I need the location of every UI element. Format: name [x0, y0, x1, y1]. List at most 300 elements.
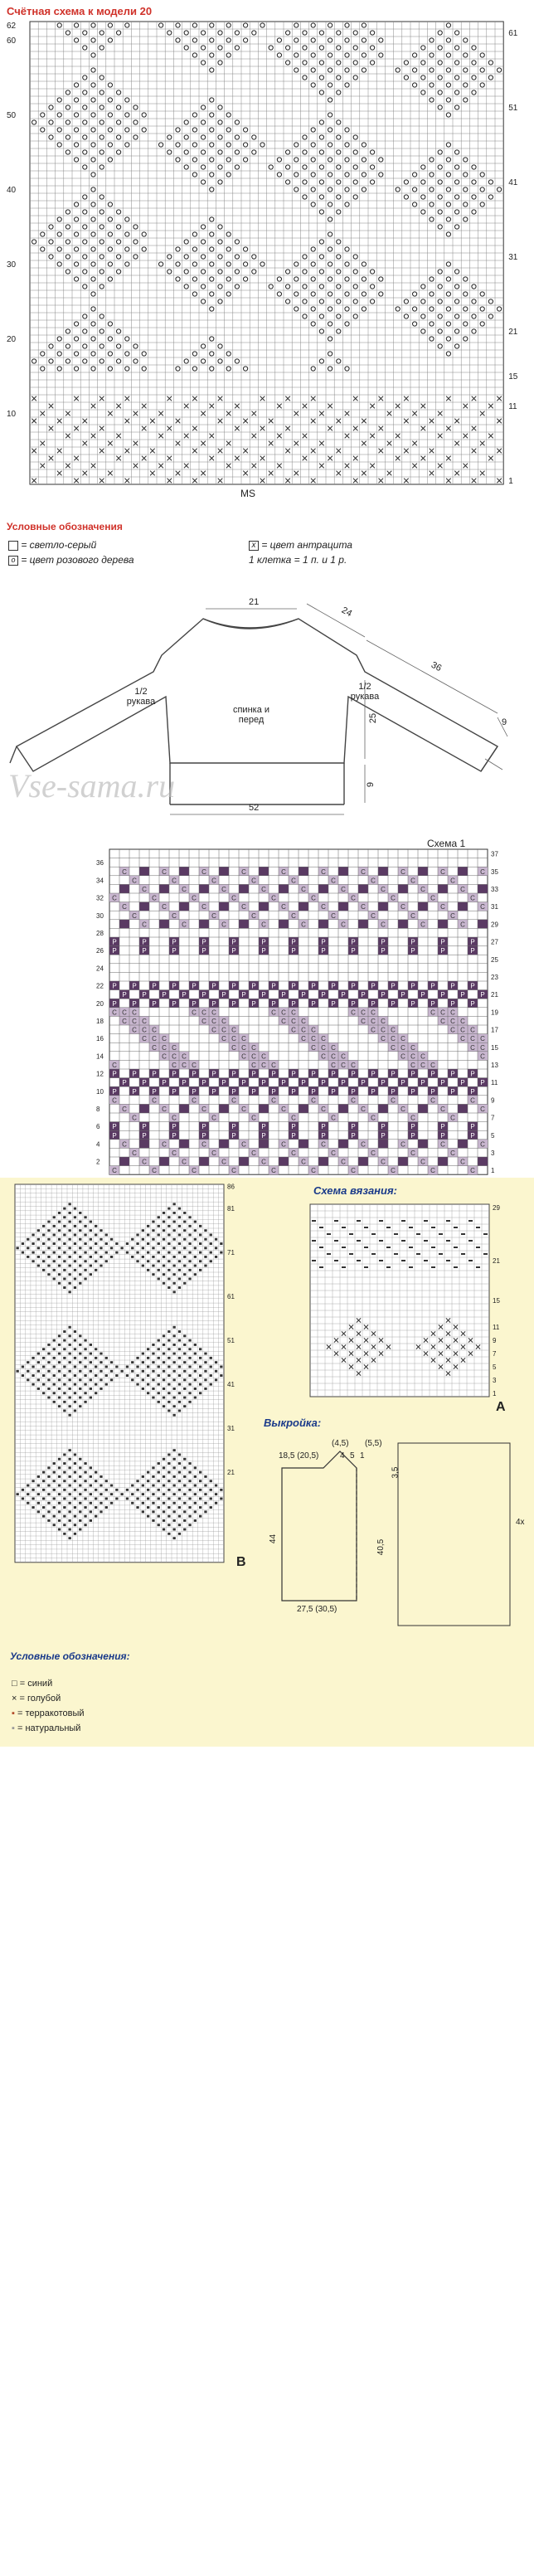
chart2-cell-symbol: C	[112, 1096, 117, 1105]
chart3-dot-mark	[131, 1256, 134, 1258]
chart3-dot-mark	[173, 1247, 176, 1249]
chart2-cell-symbol: P	[261, 1131, 266, 1140]
chart4-dash-mark	[439, 1233, 443, 1235]
chart3-dot-mark	[163, 1282, 165, 1285]
chart2-cell-symbol: C	[361, 1018, 366, 1025]
chart2-colored-cell	[159, 920, 169, 929]
chart2-cell-symbol: P	[440, 1131, 445, 1140]
chart2-cell-symbol: C	[112, 1167, 117, 1175]
chart3-dot-mark	[74, 1533, 76, 1535]
chart3-dot-mark	[163, 1370, 165, 1373]
chart2-colored-cell	[199, 920, 209, 929]
chart3-dot-mark	[178, 1225, 181, 1227]
chart3-dot-mark	[58, 1361, 61, 1363]
chart2-cell-symbol: C	[301, 1035, 306, 1043]
chart2-cell-symbol: C	[410, 1149, 415, 1157]
chart2-cell-symbol: C	[440, 903, 445, 911]
chart2-cell-symbol: C	[182, 1062, 187, 1069]
chart3-dot-mark	[183, 1502, 186, 1504]
chart2-right-row-label: 7	[491, 1114, 495, 1122]
chart2-cell-symbol: C	[211, 1018, 216, 1025]
chart2-cell-symbol: C	[420, 1052, 425, 1061]
chart3-dot-mark	[210, 1366, 212, 1368]
chart3-dot-mark	[69, 1221, 71, 1223]
chart3-dot-mark	[37, 1378, 40, 1381]
vykroika-measure-5: (4,5)	[332, 1439, 349, 1448]
chart4-dash-mark	[379, 1220, 383, 1222]
chart3-dot-mark	[167, 1216, 170, 1218]
legend1-title: Условные обозначения	[7, 521, 123, 532]
chart2-left-row-label: 22	[96, 982, 104, 990]
chart2-cell-symbol: C	[321, 1140, 326, 1149]
chart2-cell-symbol: C	[211, 1026, 216, 1034]
chart3-dot-mark	[194, 1475, 197, 1478]
chart3-dot-mark	[188, 1498, 191, 1500]
chart3-dot-mark	[152, 1238, 154, 1241]
chart2-cell-symbol: C	[291, 911, 296, 920]
chart3-dot-mark	[84, 1260, 86, 1262]
chart3-right-row-label: 51	[227, 1336, 235, 1344]
chart2-cell-symbol: C	[321, 1035, 326, 1043]
chart3-dot-mark	[142, 1247, 144, 1249]
chart2-colored-cell	[338, 902, 348, 911]
chart3-dot-mark	[53, 1401, 56, 1403]
chart2-cell-symbol: C	[251, 1043, 256, 1052]
chart3-dot-mark	[210, 1498, 212, 1500]
chart2-cell-symbol: P	[291, 1070, 296, 1078]
chart2-cell-symbol: P	[291, 947, 296, 955]
chart3-dot-mark	[79, 1344, 81, 1346]
chart2-cell-symbol: P	[172, 999, 177, 1008]
chart2-cell-symbol: C	[241, 1106, 246, 1113]
chart3-dot-mark	[152, 1361, 154, 1363]
chart2-cell-symbol: C	[211, 1009, 216, 1017]
chart3-dot-mark	[74, 1524, 76, 1526]
chart2-cell-symbol: P	[291, 1087, 296, 1096]
chart3-dot-mark	[53, 1366, 56, 1368]
chart2-cell-symbol: P	[172, 938, 177, 946]
chart2-right-row-label: 15	[491, 1043, 498, 1052]
chart3-dot-mark	[47, 1475, 50, 1478]
vykroika-measure-6: (5,5)	[365, 1439, 382, 1448]
chart3-dot-mark	[79, 1458, 81, 1461]
chart2-cell-symbol: P	[271, 999, 276, 1008]
chart2-left-row-label: 12	[96, 1070, 104, 1078]
chart3-dot-mark	[90, 1466, 92, 1469]
chart3-dot-mark	[167, 1208, 170, 1210]
chart3-dot-mark	[121, 1370, 124, 1373]
chart3-dot-mark	[173, 1519, 176, 1522]
chart3-dot-mark	[79, 1256, 81, 1258]
chart1-title: Счётная схема к модели 20	[7, 5, 153, 17]
chart2-cell-symbol: C	[291, 1018, 296, 1025]
chart3-dot-mark	[74, 1489, 76, 1491]
chart3-dot-mark	[210, 1506, 212, 1509]
chart3-dot-mark	[95, 1225, 97, 1227]
legend2-item-3	[12, 1723, 80, 1733]
chart4-dash-mark	[439, 1253, 443, 1255]
watermark: Vse-sama.ru	[8, 767, 176, 804]
chart3-dot-mark	[158, 1225, 160, 1227]
chart3-dot-mark	[215, 1361, 217, 1363]
chart4-dash-mark	[401, 1220, 405, 1222]
chart2-colored-cell	[458, 902, 468, 911]
chart3-dot-mark	[42, 1515, 45, 1518]
chart2-colored-cell	[478, 1157, 488, 1166]
chart3-dot-mark	[142, 1353, 144, 1355]
chart2-left-row-label: 2	[96, 1158, 100, 1166]
chart3-dot-mark	[110, 1238, 113, 1241]
chart3-dot-mark	[194, 1378, 197, 1381]
chart3-dot-mark	[84, 1374, 86, 1377]
chart3-dot-mark	[183, 1397, 186, 1399]
chart3-dot-mark	[152, 1229, 154, 1232]
chart3-dot-mark	[147, 1269, 149, 1271]
chart2-cell-symbol: P	[311, 1087, 316, 1096]
chart3-dot-mark	[63, 1225, 66, 1227]
chart3-dot-mark	[173, 1485, 176, 1487]
chart3-dot-mark	[178, 1252, 181, 1254]
chart3-dot-mark	[167, 1252, 170, 1254]
chart3-dot-mark	[210, 1480, 212, 1482]
chart3-dot-mark	[79, 1493, 81, 1495]
chart2-cell-symbol: C	[281, 1140, 286, 1149]
chart3-dot-mark	[173, 1326, 176, 1329]
chart3-dot-mark	[167, 1278, 170, 1281]
chart2-cell-symbol: P	[410, 1087, 415, 1096]
legend1-item-empty	[8, 539, 96, 551]
empty-square-icon	[8, 541, 18, 551]
chart3-dot-mark	[163, 1529, 165, 1531]
chart3-dot-mark	[210, 1260, 212, 1262]
chart3-dot-mark	[63, 1348, 66, 1350]
chart4-right-row-label: 15	[493, 1297, 500, 1305]
chart3-dot-mark	[204, 1361, 206, 1363]
chart2-colored-cell	[338, 1104, 348, 1113]
chart2-cell-symbol: P	[291, 1123, 296, 1131]
chart2-cell-symbol: C	[281, 868, 286, 876]
chart3-dot-mark	[173, 1458, 176, 1461]
legend1-item-text: = цвет розового дерева	[21, 554, 134, 566]
pattern-measure-25: 25	[368, 712, 379, 724]
chart4-dash-mark	[454, 1227, 458, 1228]
chart2-cell-symbol: P	[480, 1079, 485, 1087]
chart3-dot-mark	[63, 1357, 66, 1359]
chart2-cell-symbol: C	[231, 1035, 236, 1043]
chart3-dot-mark	[95, 1269, 97, 1271]
chart2-cell-symbol: P	[261, 947, 266, 955]
chart3-dot-mark	[147, 1225, 149, 1227]
chart1-right-row-label: 61	[508, 29, 518, 38]
chart3-dot-mark	[163, 1510, 165, 1513]
chart3-dot-mark	[178, 1216, 181, 1218]
chart2-cell-symbol: P	[152, 1070, 157, 1078]
chart3-dot-mark	[63, 1234, 66, 1237]
chart3-dot-mark	[126, 1366, 129, 1368]
chart3-dot-mark	[69, 1229, 71, 1232]
chart2-cell-symbol: C	[480, 1043, 485, 1052]
chart3-dot-mark	[79, 1229, 81, 1232]
legend1-item-text: = светло-серый	[21, 539, 97, 551]
chart3-dot-mark	[42, 1374, 45, 1377]
chart3-dot-mark	[173, 1221, 176, 1223]
chart3-dot-mark	[84, 1392, 86, 1394]
chart2-cell-symbol: P	[172, 1087, 177, 1096]
chart2-colored-cell	[139, 1104, 149, 1113]
chart3-dot-mark	[194, 1353, 197, 1355]
chart3-dot-mark	[183, 1519, 186, 1522]
chart3-dot-mark	[194, 1493, 197, 1495]
chart3-dot-mark	[53, 1480, 56, 1482]
chart3-dot-mark	[42, 1242, 45, 1245]
chart2-colored-cell	[139, 1140, 149, 1149]
chart3-dot-mark	[178, 1506, 181, 1509]
chart3-dot-mark	[167, 1374, 170, 1377]
chart2-cell-symbol: P	[112, 982, 117, 990]
chart2-cell-symbol: P	[351, 1123, 356, 1131]
chart2-cell-symbol: P	[371, 1070, 376, 1078]
legend2-symbol: ▪	[12, 1723, 15, 1733]
chart2-colored-cell	[338, 1140, 348, 1149]
chart3-dot-mark	[37, 1475, 40, 1478]
chart3-dot-mark	[152, 1378, 154, 1381]
chart2-cell-symbol: P	[470, 947, 475, 955]
chart3-dot-mark	[163, 1519, 165, 1522]
chart3-right-row-label: 21	[227, 1468, 235, 1476]
chart2-cell-symbol: P	[440, 1079, 445, 1087]
chart3-dot-mark	[194, 1485, 197, 1487]
chart2-cell-symbol: C	[162, 1035, 167, 1043]
chart3-dot-mark	[90, 1247, 92, 1249]
chart2-section	[0, 829, 534, 1178]
chart3-dot-mark	[152, 1519, 154, 1522]
chart3-dot-mark	[210, 1234, 212, 1237]
chart3-dot-mark	[79, 1282, 81, 1285]
chart2-cell-symbol: C	[251, 1062, 256, 1069]
chart3-dot-mark	[183, 1344, 186, 1346]
chart3-dot-mark	[53, 1225, 56, 1227]
chart2-colored-cell	[418, 902, 428, 911]
chart3-dot-mark	[210, 1242, 212, 1245]
chart2-colored-cell	[239, 1157, 249, 1166]
chart3-dot-mark	[188, 1216, 191, 1218]
chart3-dot-mark	[95, 1357, 97, 1359]
chart3-dot-mark	[215, 1493, 217, 1495]
chart2-cell-symbol: P	[410, 982, 415, 990]
chart3-dot-mark	[69, 1256, 71, 1258]
chart4-dash-mark	[319, 1266, 323, 1268]
chart3-right-row-label: 86	[227, 1183, 235, 1191]
chart2-cell-symbol: P	[351, 938, 356, 946]
chart2-cell-symbol: C	[221, 1026, 226, 1034]
chart3-dot-mark	[173, 1212, 176, 1214]
chart2-cell-symbol: C	[261, 886, 266, 893]
chart3-dot-mark	[115, 1498, 118, 1500]
chart3-dot-mark	[136, 1357, 138, 1359]
chart3-dot-mark	[183, 1247, 186, 1249]
chart3-dot-mark	[183, 1405, 186, 1407]
chart2-cell-symbol: C	[311, 1035, 316, 1043]
chart2-colored-cell	[338, 867, 348, 876]
chart2-cell-symbol: C	[420, 886, 425, 893]
chart3-dot-mark	[194, 1256, 197, 1258]
chart3-dot-mark	[69, 1466, 71, 1469]
chart2-cell-symbol: C	[341, 1052, 346, 1061]
chart2-colored-cell	[159, 884, 169, 893]
chart3-dot-mark	[58, 1247, 61, 1249]
chart3-dot-mark	[173, 1378, 176, 1381]
chart4-dash-mark	[476, 1266, 480, 1268]
chart2-cell-symbol: C	[132, 1009, 137, 1017]
chart3-dot-mark	[47, 1466, 50, 1469]
chart2-cell-symbol: P	[172, 1131, 177, 1140]
chart2-cell-symbol: P	[112, 938, 117, 946]
chart4-dash-mark	[364, 1247, 368, 1248]
chart3-dot-mark	[199, 1515, 201, 1518]
chart2-cell-symbol: C	[241, 903, 246, 911]
chart3-dot-mark	[105, 1498, 108, 1500]
chart3-dot-mark	[53, 1515, 56, 1518]
chart3-dot-mark	[167, 1392, 170, 1394]
chart3-dot-mark	[188, 1234, 191, 1237]
chart3-dot-mark	[63, 1471, 66, 1474]
chart2-colored-cell	[219, 902, 229, 911]
chart4-dash-mark	[371, 1253, 376, 1255]
chart3-dot-mark	[178, 1260, 181, 1262]
chart3-dot-mark	[90, 1361, 92, 1363]
chart2-cell-symbol: C	[261, 1052, 266, 1061]
chart1-left-row-label: 60	[7, 36, 17, 46]
chart4-dash-mark	[454, 1247, 458, 1248]
chart4-dash-mark	[468, 1220, 473, 1222]
chart3-dot-mark	[37, 1485, 40, 1487]
chart2-left-row-label: 14	[96, 1052, 104, 1061]
chart3-dot-mark	[37, 1353, 40, 1355]
vykroika-measure-7: 3,5	[391, 1466, 400, 1479]
chart3-dot-mark	[115, 1374, 118, 1377]
chart2-cell-symbol: P	[351, 1087, 356, 1096]
chart2-cell-symbol: C	[341, 1158, 346, 1166]
chart3-dot-mark	[147, 1357, 149, 1359]
chart3-dot-mark	[47, 1353, 50, 1355]
chart2-cell-symbol: C	[271, 1167, 276, 1175]
chart2-cell-symbol: C	[251, 911, 256, 920]
chart3-dot-mark	[167, 1471, 170, 1474]
chart3-dot-mark	[215, 1247, 217, 1249]
chart3-dot-mark	[188, 1515, 191, 1518]
chart3-dot-mark	[47, 1238, 50, 1241]
chart2-cell-symbol: C	[440, 1018, 445, 1025]
chart3-dot-mark	[173, 1510, 176, 1513]
chart3-dot-mark	[126, 1252, 129, 1254]
chart2-cell-symbol: C	[182, 886, 187, 893]
chart3-dot-mark	[204, 1265, 206, 1267]
right-sleeve-label: 1/2 рукава	[350, 682, 380, 702]
chart3-dot-mark	[47, 1502, 50, 1504]
chart2-cell-symbol: P	[251, 1070, 256, 1078]
chart3-dot-mark	[210, 1357, 212, 1359]
chart3-dot-mark	[42, 1506, 45, 1509]
chart2-cell-symbol: C	[480, 903, 485, 911]
chart3-dot-mark	[84, 1357, 86, 1359]
chart2-cell-symbol: P	[361, 991, 366, 999]
chart3-dot-mark	[27, 1493, 29, 1495]
chart3-dot-mark	[69, 1397, 71, 1399]
chart4-grid	[307, 1201, 531, 1408]
chart3-dot-mark	[136, 1480, 138, 1482]
chart3-dot-mark	[53, 1524, 56, 1526]
vykroika-measure-9: 40,5	[376, 1538, 386, 1556]
chart2-cell-symbol: P	[261, 991, 266, 999]
chart2-cell-symbol: P	[381, 938, 386, 946]
chart3-dot-mark	[178, 1330, 181, 1333]
chart3-dot-mark	[178, 1286, 181, 1289]
chart2-colored-cell	[458, 1104, 468, 1113]
chart2-cell-symbol: C	[122, 868, 127, 876]
chart3-dot-mark	[47, 1493, 50, 1495]
chart3-dot-mark	[167, 1498, 170, 1500]
chart4-dash-mark	[357, 1240, 361, 1242]
chart2-cell-symbol: C	[192, 1009, 197, 1017]
chart3-dot-mark	[158, 1524, 160, 1526]
chart2-cell-symbol: C	[271, 894, 276, 902]
chart4-dash-mark	[319, 1227, 323, 1228]
chart3-dot-mark	[105, 1383, 108, 1386]
chart3-dot-mark	[199, 1498, 201, 1500]
chart3-dot-mark	[100, 1493, 102, 1495]
chart2-cell-symbol: C	[430, 1009, 435, 1017]
chart2-cell-symbol: C	[192, 1062, 197, 1069]
chart2-cell-symbol: C	[450, 1009, 455, 1017]
chart3-dot-mark	[58, 1502, 61, 1504]
chart3-dot-mark	[142, 1361, 144, 1363]
chart3-dot-mark	[173, 1238, 176, 1241]
chart2-cell-symbol: C	[430, 1096, 435, 1105]
chart2-cell-symbol: C	[341, 886, 346, 893]
vykroika-measure-2: 4	[340, 1451, 345, 1461]
chart2-cell-symbol: C	[311, 1096, 316, 1105]
chart2-right-row-label: 35	[491, 868, 498, 876]
chart3-dot-mark	[173, 1414, 176, 1417]
chart1-left-row-label: 20	[7, 335, 17, 344]
chart4-dash-mark	[401, 1240, 405, 1242]
chart2-cell-symbol: P	[162, 991, 167, 999]
chart2-colored-cell	[318, 1157, 328, 1166]
chart3-dot-mark	[136, 1383, 138, 1386]
chart2-cell-symbol: P	[231, 1070, 236, 1078]
chart3-dot-mark	[199, 1489, 201, 1491]
chart2-cell-symbol: C	[231, 1043, 236, 1052]
chart2-cell-symbol: C	[331, 1114, 336, 1122]
chart3-dot-mark	[63, 1410, 66, 1412]
chart3-dot-mark	[178, 1366, 181, 1368]
chart3-dot-mark	[183, 1256, 186, 1258]
chart2-right-row-label: 11	[491, 1079, 498, 1087]
chart3-dot-mark	[131, 1238, 134, 1241]
chart3-dot-mark	[90, 1265, 92, 1267]
chart3-dot-mark	[158, 1348, 160, 1350]
vykroika-measure-4: 1	[360, 1451, 365, 1461]
chart3-dot-mark	[47, 1370, 50, 1373]
chart3-dot-mark	[74, 1339, 76, 1342]
chart3-dot-mark	[84, 1252, 86, 1254]
chart3-dot-mark	[158, 1216, 160, 1218]
chart3-dot-mark	[47, 1519, 50, 1522]
chart3-dot-mark	[74, 1480, 76, 1482]
chart2-colored-cell	[179, 1104, 189, 1113]
chart3-dot-mark	[47, 1378, 50, 1381]
chart3-dot-mark	[47, 1485, 50, 1487]
